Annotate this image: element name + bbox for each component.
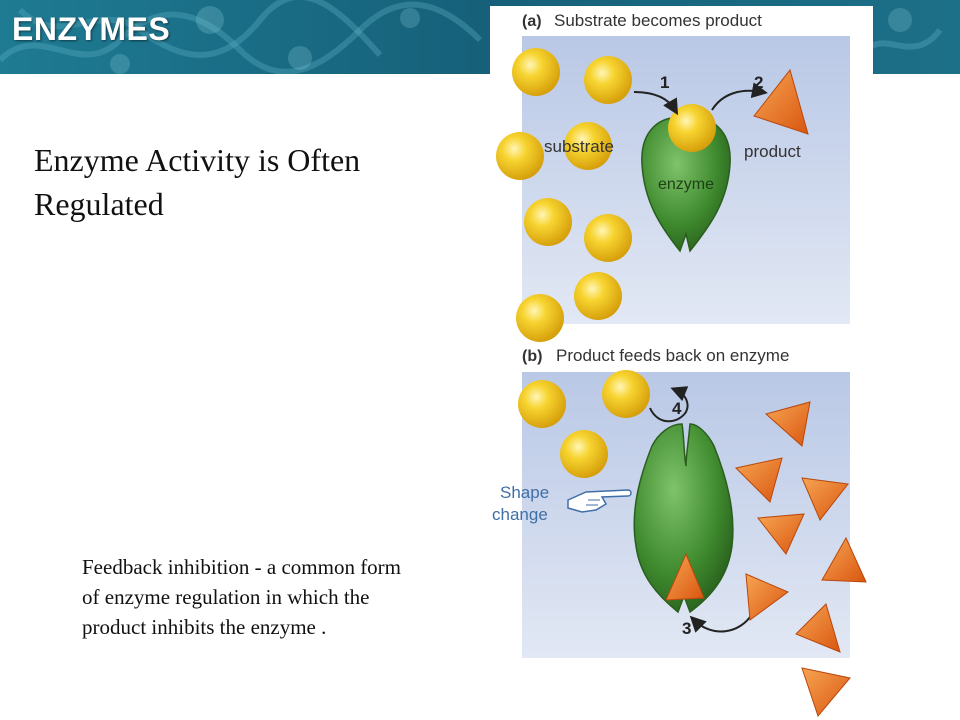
slide-title: Enzyme Activity is Often Regulated: [34, 142, 361, 222]
step-1-number: 1: [660, 73, 670, 92]
panel-b-caption: Product feeds back on enzyme: [556, 346, 790, 365]
substrate-label: substrate: [544, 137, 614, 156]
enzyme-figure: [490, 6, 880, 720]
bound-substrate-ball: [668, 104, 716, 152]
step-2-number: 2: [754, 73, 764, 92]
shape-change-label-line2: change: [492, 505, 548, 524]
panel-a-caption: Substrate becomes product: [554, 11, 762, 30]
substrate-ball: [496, 132, 544, 180]
substrate-ball: [524, 198, 572, 246]
step-4-number: 4: [672, 399, 682, 418]
shape-change-label-line1: Shape: [500, 483, 550, 502]
substrate-ball: [516, 294, 564, 342]
substrate-ball: [560, 430, 608, 478]
panel-a-label: (a): [522, 13, 542, 30]
slide-body-text: Feedback inhibition - a common form of enzyme regulation in which the product inhibits the enzyme .: [82, 555, 402, 639]
panel-b-label: (b): [522, 348, 543, 365]
product-molecule: [802, 668, 850, 716]
header-title: ENZYMES: [12, 11, 171, 47]
substrate-ball: [512, 48, 560, 96]
step-3-number: 3: [682, 619, 692, 638]
substrate-ball: [574, 272, 622, 320]
enzyme-label: enzyme: [658, 176, 715, 193]
substrate-ball: [518, 380, 566, 428]
product-label: product: [744, 142, 801, 161]
substrate-ball: [584, 214, 632, 262]
substrate-ball: [602, 370, 650, 418]
substrate-ball: [584, 56, 632, 104]
